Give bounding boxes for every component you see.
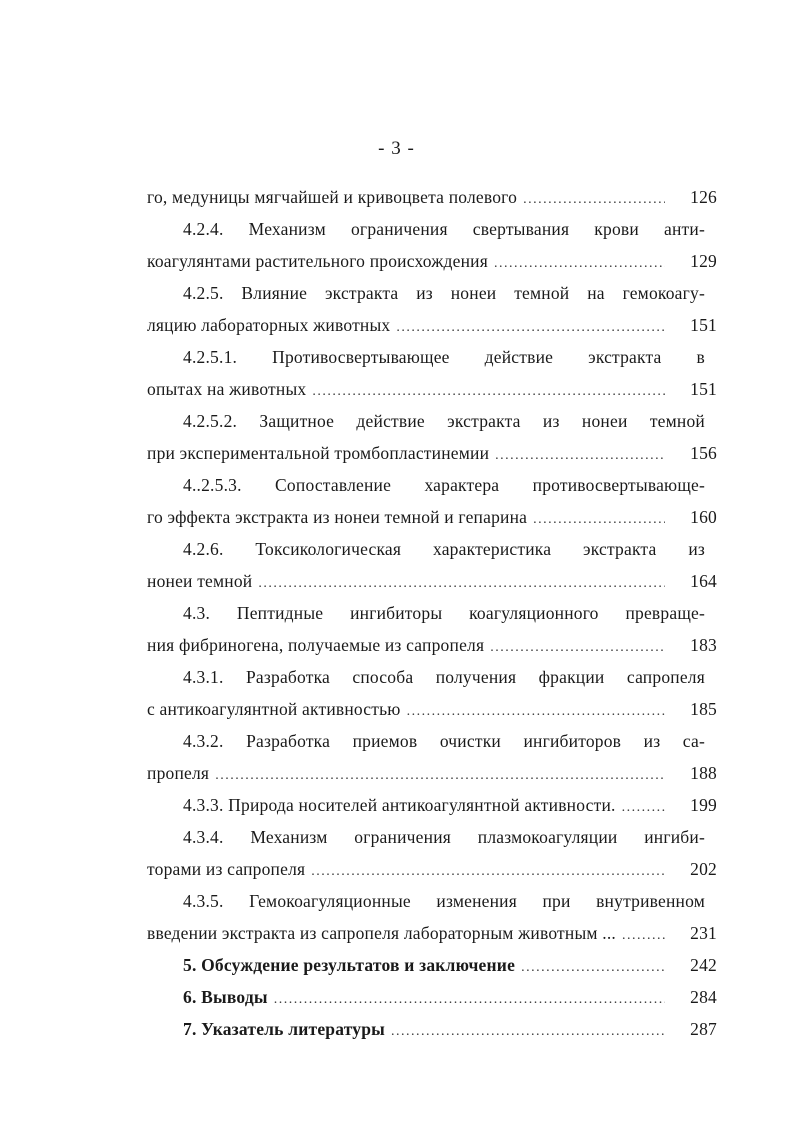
toc-entry-page: 156 — [690, 443, 717, 463]
dot-leader — [495, 440, 665, 472]
toc-entry-line — [147, 757, 717, 789]
toc-entry — [147, 1013, 717, 1045]
toc-entry-page: 284 — [690, 987, 717, 1007]
toc-entry — [147, 789, 717, 821]
toc-entry-title: нонеи темной — [147, 571, 253, 591]
toc-entry-title: при экспериментальной тромбопластинемии — [147, 443, 490, 463]
toc-entry-heading: 4..2.5.3. Сопоставление характера противосвертывающе- — [183, 475, 705, 495]
toc-entry-page: 287 — [690, 1019, 717, 1039]
toc-entry-line — [147, 565, 717, 597]
toc-entry-title: 7. Указатель литературы — [183, 1019, 386, 1039]
toc-entry-heading: 4.3.5. Гемокоагуляционные изменения при внутривенном — [183, 891, 705, 911]
toc-entry — [147, 949, 717, 981]
toc-entry-page: 160 — [690, 507, 717, 527]
toc-entry-title: го, медуницы мягчайшей и кривоцвета полевого — [147, 187, 518, 207]
toc-entry — [147, 213, 717, 277]
dot-leader — [490, 632, 665, 664]
toc-entry — [147, 277, 717, 341]
toc-entry — [147, 725, 717, 789]
toc-entry — [147, 661, 717, 725]
toc-entry — [147, 981, 717, 1013]
toc-entry-line — [147, 949, 717, 981]
toc-entry — [147, 533, 717, 597]
toc-entry-page: 183 — [690, 635, 717, 655]
toc-entry-heading: 4.2.5.1. Противосвертывающее действие экстракта в — [183, 347, 705, 367]
toc-entry-page: 242 — [690, 955, 717, 975]
dot-leader — [312, 376, 665, 408]
toc-entry — [147, 821, 717, 885]
toc-entry-title: с антикоагулянтной активностью — [147, 699, 401, 719]
dot-leader — [274, 984, 665, 1016]
table-of-contents — [147, 181, 717, 1045]
toc-entry-title: торами из сапропеля — [147, 859, 306, 879]
toc-entry-heading: 4.2.5. Влияние экстракта из нонеи темной на гемокоагу- — [183, 283, 705, 303]
toc-entry-line — [147, 917, 717, 949]
toc-entry-title: опытах на животных — [147, 379, 307, 399]
toc-entry-heading: 4.2.4. Механизм ограничения свертывания крови анти- — [183, 219, 705, 239]
toc-entry-line — [147, 981, 717, 1013]
toc-entry-line — [147, 245, 717, 277]
toc-entry-heading: 4.2.5.2. Защитное действие экстракта из нонеи темной — [183, 411, 705, 431]
toc-entry-title: ляцию лабораторных животных — [147, 315, 391, 335]
toc-entry-line — [147, 501, 717, 533]
dot-leader — [391, 1016, 665, 1048]
toc-entry-title: 5. Обсуждение результатов и заключение — [183, 955, 516, 975]
toc-entry-line — [147, 1013, 717, 1045]
toc-entry-heading: 4.3.1. Разработка способа получения фракции сапропеля — [183, 667, 705, 687]
toc-entry-page: 151 — [690, 379, 717, 399]
toc-entry-heading: 4.3. Пептидные ингибиторы коагуляционного превраще- — [183, 603, 705, 623]
dot-leader — [533, 504, 665, 536]
toc-entry-page: 151 — [690, 315, 717, 335]
toc-entry-title: коагулянтами растительного происхождения — [147, 251, 488, 271]
toc-entry-heading: 4.3.4. Механизм ограничения плазмокоагуляции ингиби- — [183, 827, 705, 847]
toc-entry-line — [147, 693, 717, 725]
toc-entry-page: 202 — [690, 859, 717, 879]
toc-entry-page: 129 — [690, 251, 717, 271]
toc-entry-line — [147, 373, 717, 405]
page-number: - 3 - — [378, 138, 415, 159]
dot-leader — [622, 920, 665, 952]
toc-entry — [147, 885, 717, 949]
dot-leader — [311, 856, 665, 888]
toc-entry-title: 6. Выводы — [183, 987, 268, 1007]
toc-entry-page: 126 — [690, 187, 717, 207]
toc-entry — [147, 341, 717, 405]
toc-entry-title: введении экстракта из сапропеля лабораторным животным ... — [147, 923, 616, 943]
dot-leader — [396, 312, 665, 344]
toc-entry-page: 188 — [690, 763, 717, 783]
dot-leader — [521, 952, 665, 984]
toc-entry-page: 185 — [690, 699, 717, 719]
toc-entry-page: 231 — [690, 923, 717, 943]
toc-entry-line — [147, 789, 717, 821]
toc-entry-title: 4.3.3. Природа носителей антикоагулянтной активности. — [183, 795, 616, 815]
toc-entry-line — [147, 181, 717, 213]
toc-entry-title: ния фибриногена, получаемые из сапропеля — [147, 635, 485, 655]
toc-entry-page: 199 — [690, 795, 717, 815]
toc-entry-heading: 4.3.2. Разработка приемов очистки ингибиторов из са- — [183, 731, 705, 751]
toc-entry-title: пропеля — [147, 763, 210, 783]
toc-entry-title: го эффекта экстракта из нонеи темной и гепарина — [147, 507, 528, 527]
dot-leader — [215, 760, 665, 792]
toc-entry — [147, 597, 717, 661]
toc-entry-heading: 4.2.6. Токсикологическая характеристика экстракта из — [183, 539, 705, 559]
toc-entry — [147, 469, 717, 533]
dot-leader — [494, 248, 665, 280]
dot-leader — [622, 792, 665, 824]
dot-leader — [258, 568, 665, 600]
toc-entry-line — [147, 437, 717, 469]
toc-entry-page: 164 — [690, 571, 717, 591]
dot-leader — [523, 184, 665, 216]
dot-leader — [407, 696, 665, 728]
toc-entry-line — [147, 629, 717, 661]
toc-entry-line — [147, 853, 717, 885]
toc-entry — [147, 405, 717, 469]
toc-entry — [147, 181, 717, 213]
toc-entry-line — [147, 309, 717, 341]
